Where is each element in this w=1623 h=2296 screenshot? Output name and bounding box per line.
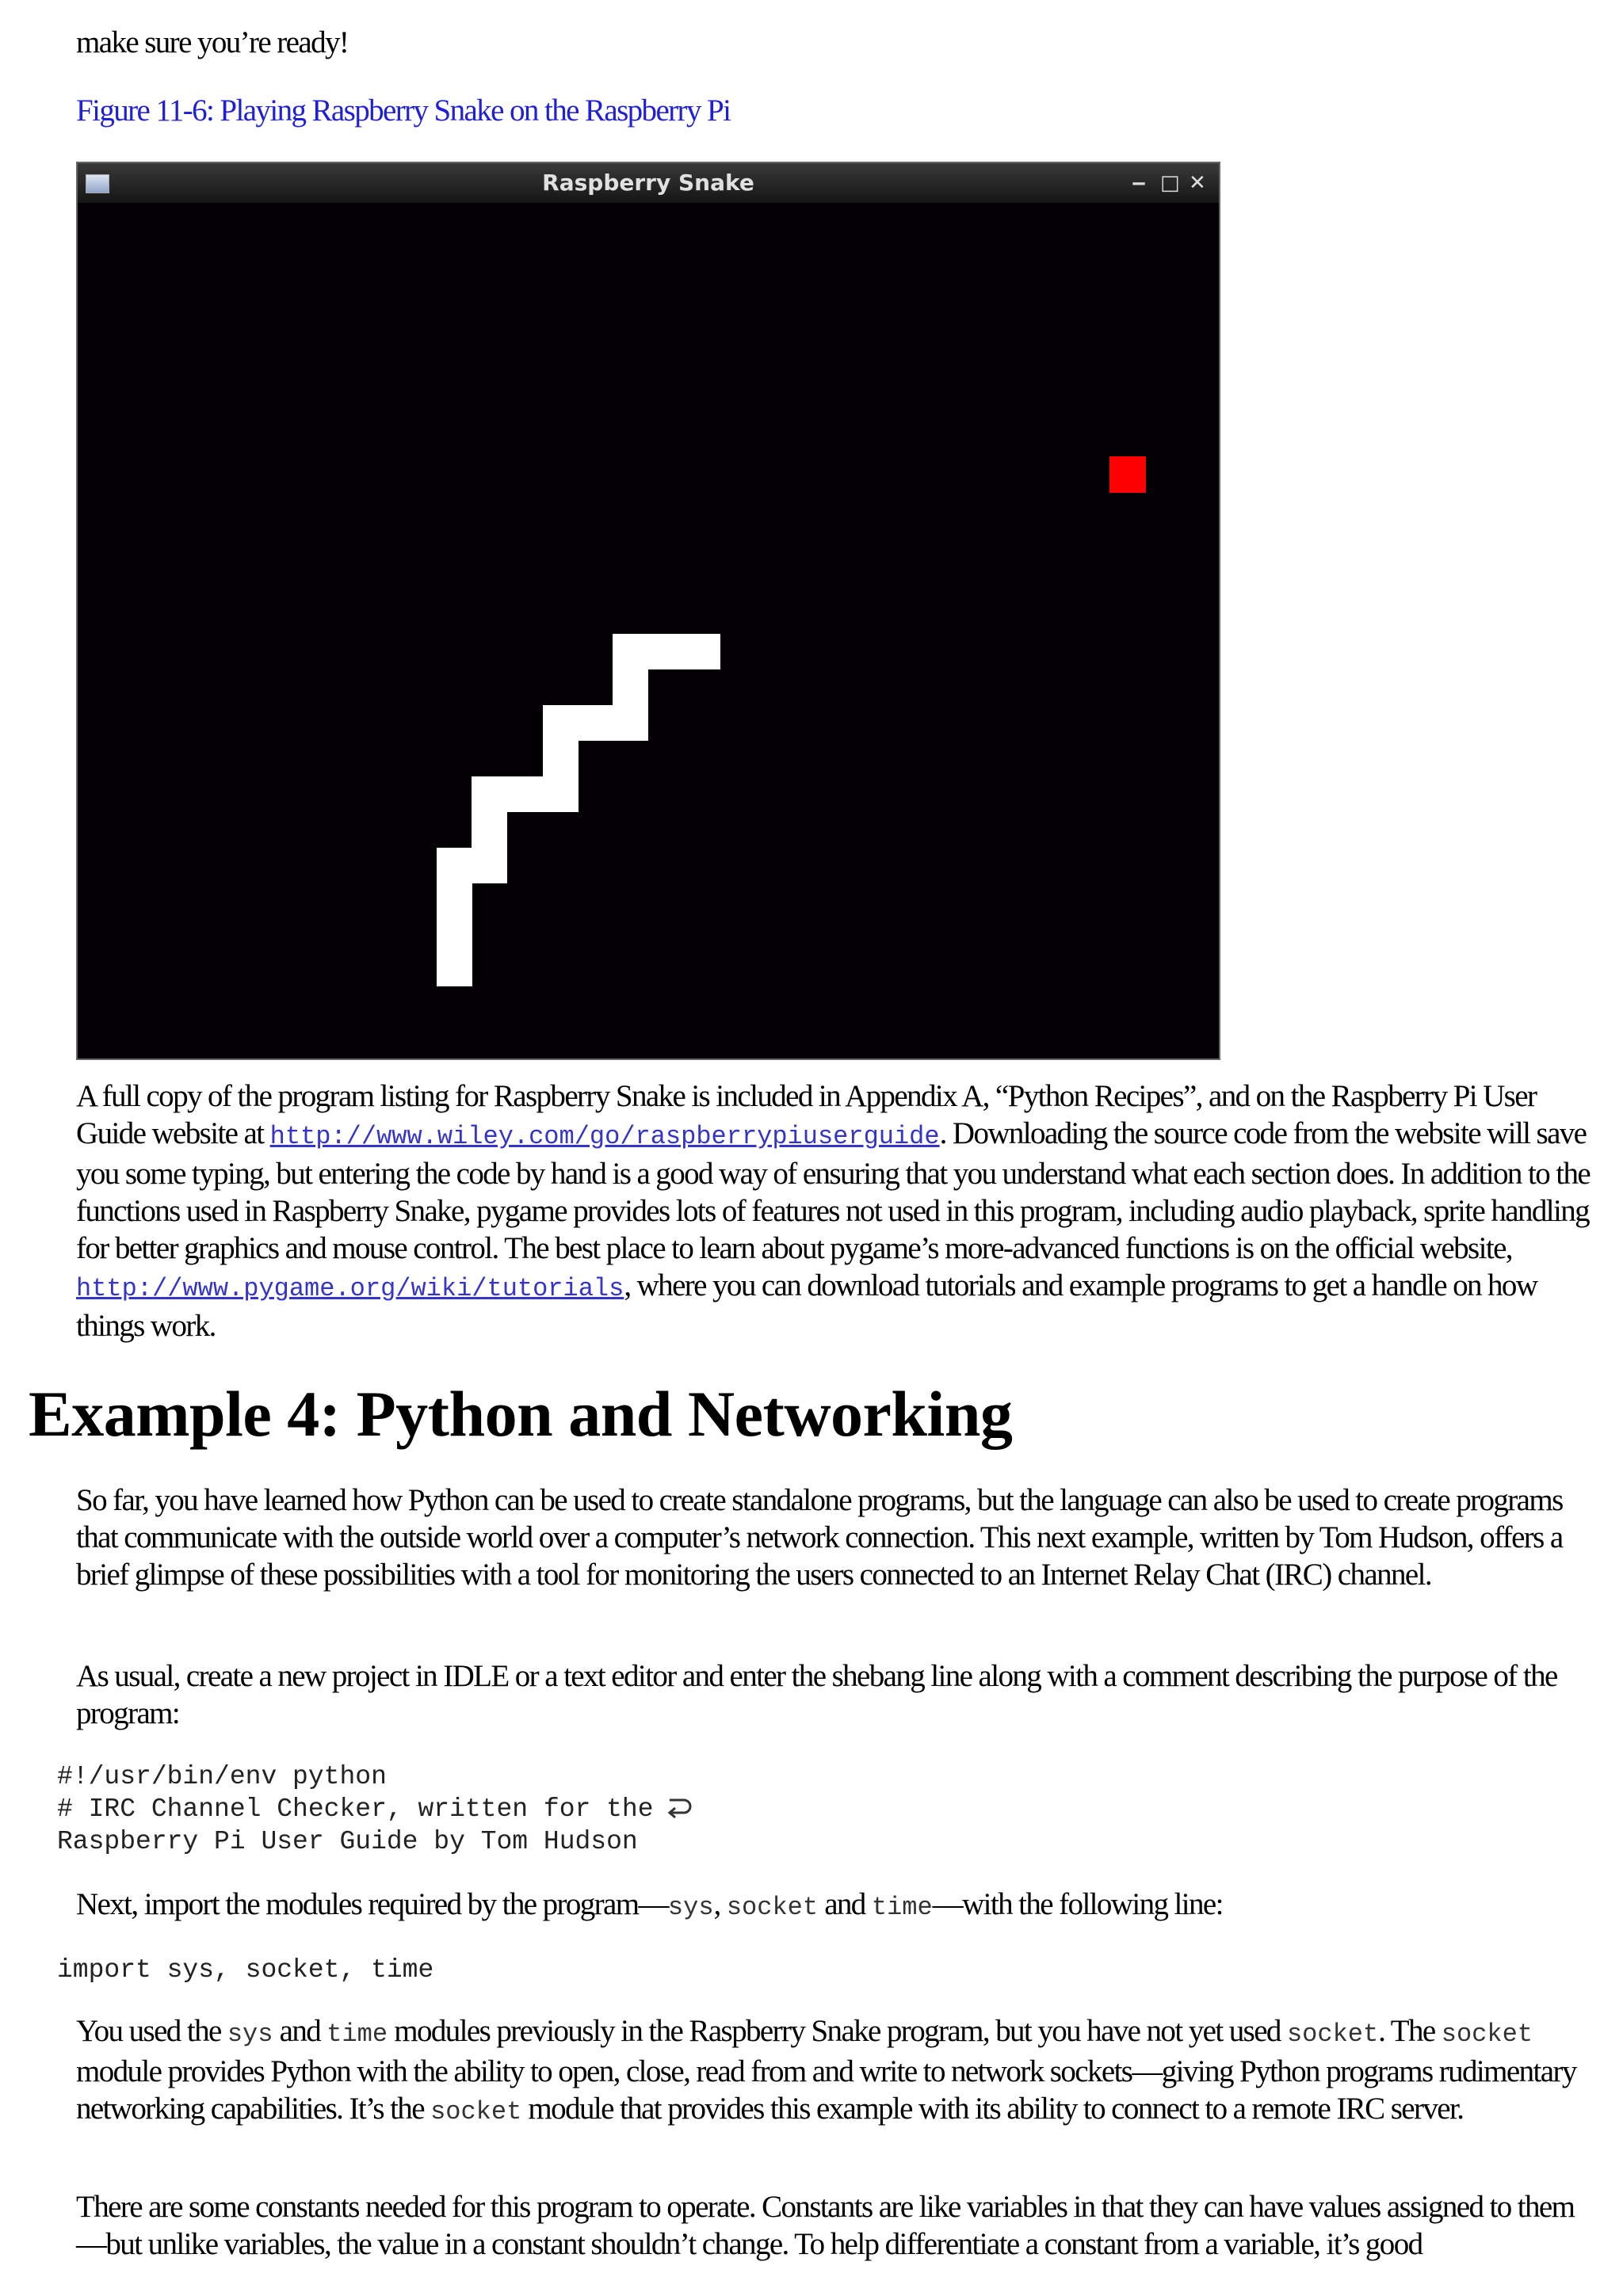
link-wiley-guide[interactable]: http://www.wiley.com/go/raspberrypiuserguide xyxy=(269,1122,940,1151)
text-run: , where you can download tutorials and example programs to get a handle on how things work. xyxy=(76,1268,1537,1343)
snake-segment xyxy=(472,776,579,812)
code-block-import: import sys, socket, time xyxy=(57,1955,434,1985)
paragraph-socket-module xyxy=(76,2012,1598,2130)
text-run: Next, import the modules required by the program— xyxy=(76,1887,668,1921)
paragraph-networking-intro: So far, you have learned how Python can be used to create standalone programs, but the language can also be used to create programs that communicate with the outside world over a computer’s network connection. This next example, written by Tom Hudson, offers a brief glimpse of these possibilities with a tool for monitoring the users connected to an Internet Relay Chat (IRC) channel. xyxy=(76,1483,1563,1592)
code-text: # IRC Channel Checker, written for the xyxy=(57,1794,654,1824)
window-titlebar xyxy=(78,163,1219,203)
window-title: Raspberry Snake xyxy=(542,170,754,196)
inline-code: sys xyxy=(667,1893,714,1922)
snake-segment xyxy=(543,741,579,776)
snake-segment xyxy=(472,812,507,848)
snake-segment xyxy=(543,705,648,741)
figure-caption: Figure 11-6: Playing Raspberry Snake on the Raspberry Pi xyxy=(76,93,731,128)
text-run: . The xyxy=(1378,2014,1442,2048)
code-line: #!/usr/bin/env python xyxy=(57,1762,387,1791)
snake-segment xyxy=(437,883,472,986)
inline-code: socket xyxy=(726,1893,819,1922)
text-run: module that provides this example with its ability to connect to a remote IRC server. xyxy=(521,2092,1464,2126)
text-run: A full copy of the program listing for Raspberry Snake is included in Appendix A, “Python Recipes”, and on the Raspberry Pi User Guide website at xyxy=(76,1079,1537,1150)
text-run: , xyxy=(713,1887,727,1921)
game-play-area xyxy=(78,203,1219,1058)
text-run: and xyxy=(818,1887,872,1921)
text-run: modules previously in the Raspberry Snake program, but you have not yet used xyxy=(388,2014,1287,2048)
paragraph-constants: There are some constants needed for this program to operate. Constants are like variables in that they can have values assigned to them—but unlike variables, the value in a constant shouldn’t change. To help differentiate a constant from a variable, it’s good xyxy=(76,2190,1575,2261)
game-background xyxy=(78,203,1219,1058)
inline-code: socket xyxy=(430,2097,522,2126)
section-heading: Example 4: Python and Networking xyxy=(29,1378,1013,1450)
snake-segment xyxy=(613,669,648,705)
snake-segment xyxy=(437,848,507,883)
code-line: Raspberry Pi User Guide by Tom Hudson xyxy=(57,1827,638,1856)
code-block-shebang xyxy=(57,1760,693,1858)
close-icon[interactable]: ✕ xyxy=(1189,171,1206,195)
text-run: . Downloading the source code from the website will save you some typing, but entering the code by hand is a good way of ensuring that you understand what each section does. In addition to the functions used in Raspberry Snake, pygame provides lots of features not used in this program, including audio playback, sprite handling for better graphics and mouse control. The best place to learn about pygame’s more-advanced functions is on the official website, xyxy=(76,1116,1591,1265)
intro-text: make sure you’re ready! xyxy=(76,25,349,59)
text-run: You used the xyxy=(76,2014,227,2048)
text-run: and xyxy=(273,2014,327,2048)
text-run: module provides Python with the ability to open, close, read from and write to network sockets—giving Python programs rudimentary networking capabilities. It’s the xyxy=(76,2054,1576,2126)
paragraph-new-project: As usual, create a new project in IDLE or a text editor and enter the shebang line along with a comment describing the purpose of the program: xyxy=(76,1659,1557,1730)
inline-code: time xyxy=(871,1893,933,1922)
inline-code: sys xyxy=(227,2019,273,2049)
line-wrap-icon xyxy=(665,1797,693,1821)
inline-code: time xyxy=(327,2019,388,2049)
text-run: —with the following line: xyxy=(932,1887,1223,1921)
maximize-icon[interactable]: □ xyxy=(1160,171,1180,195)
minimize-icon[interactable]: ‒ xyxy=(1132,171,1147,195)
snake-segment xyxy=(613,634,720,669)
paragraph-import-modules xyxy=(76,1886,1598,1926)
code-line xyxy=(57,1793,693,1825)
inline-code: socket xyxy=(1441,2019,1533,2049)
inline-code: socket xyxy=(1286,2019,1379,2049)
paragraph-program-listing xyxy=(76,1077,1598,1344)
game-window xyxy=(76,162,1220,1060)
food-block xyxy=(1109,456,1146,493)
link-pygame-tutorials[interactable]: http://www.pygame.org/wiki/tutorials xyxy=(76,1274,624,1303)
